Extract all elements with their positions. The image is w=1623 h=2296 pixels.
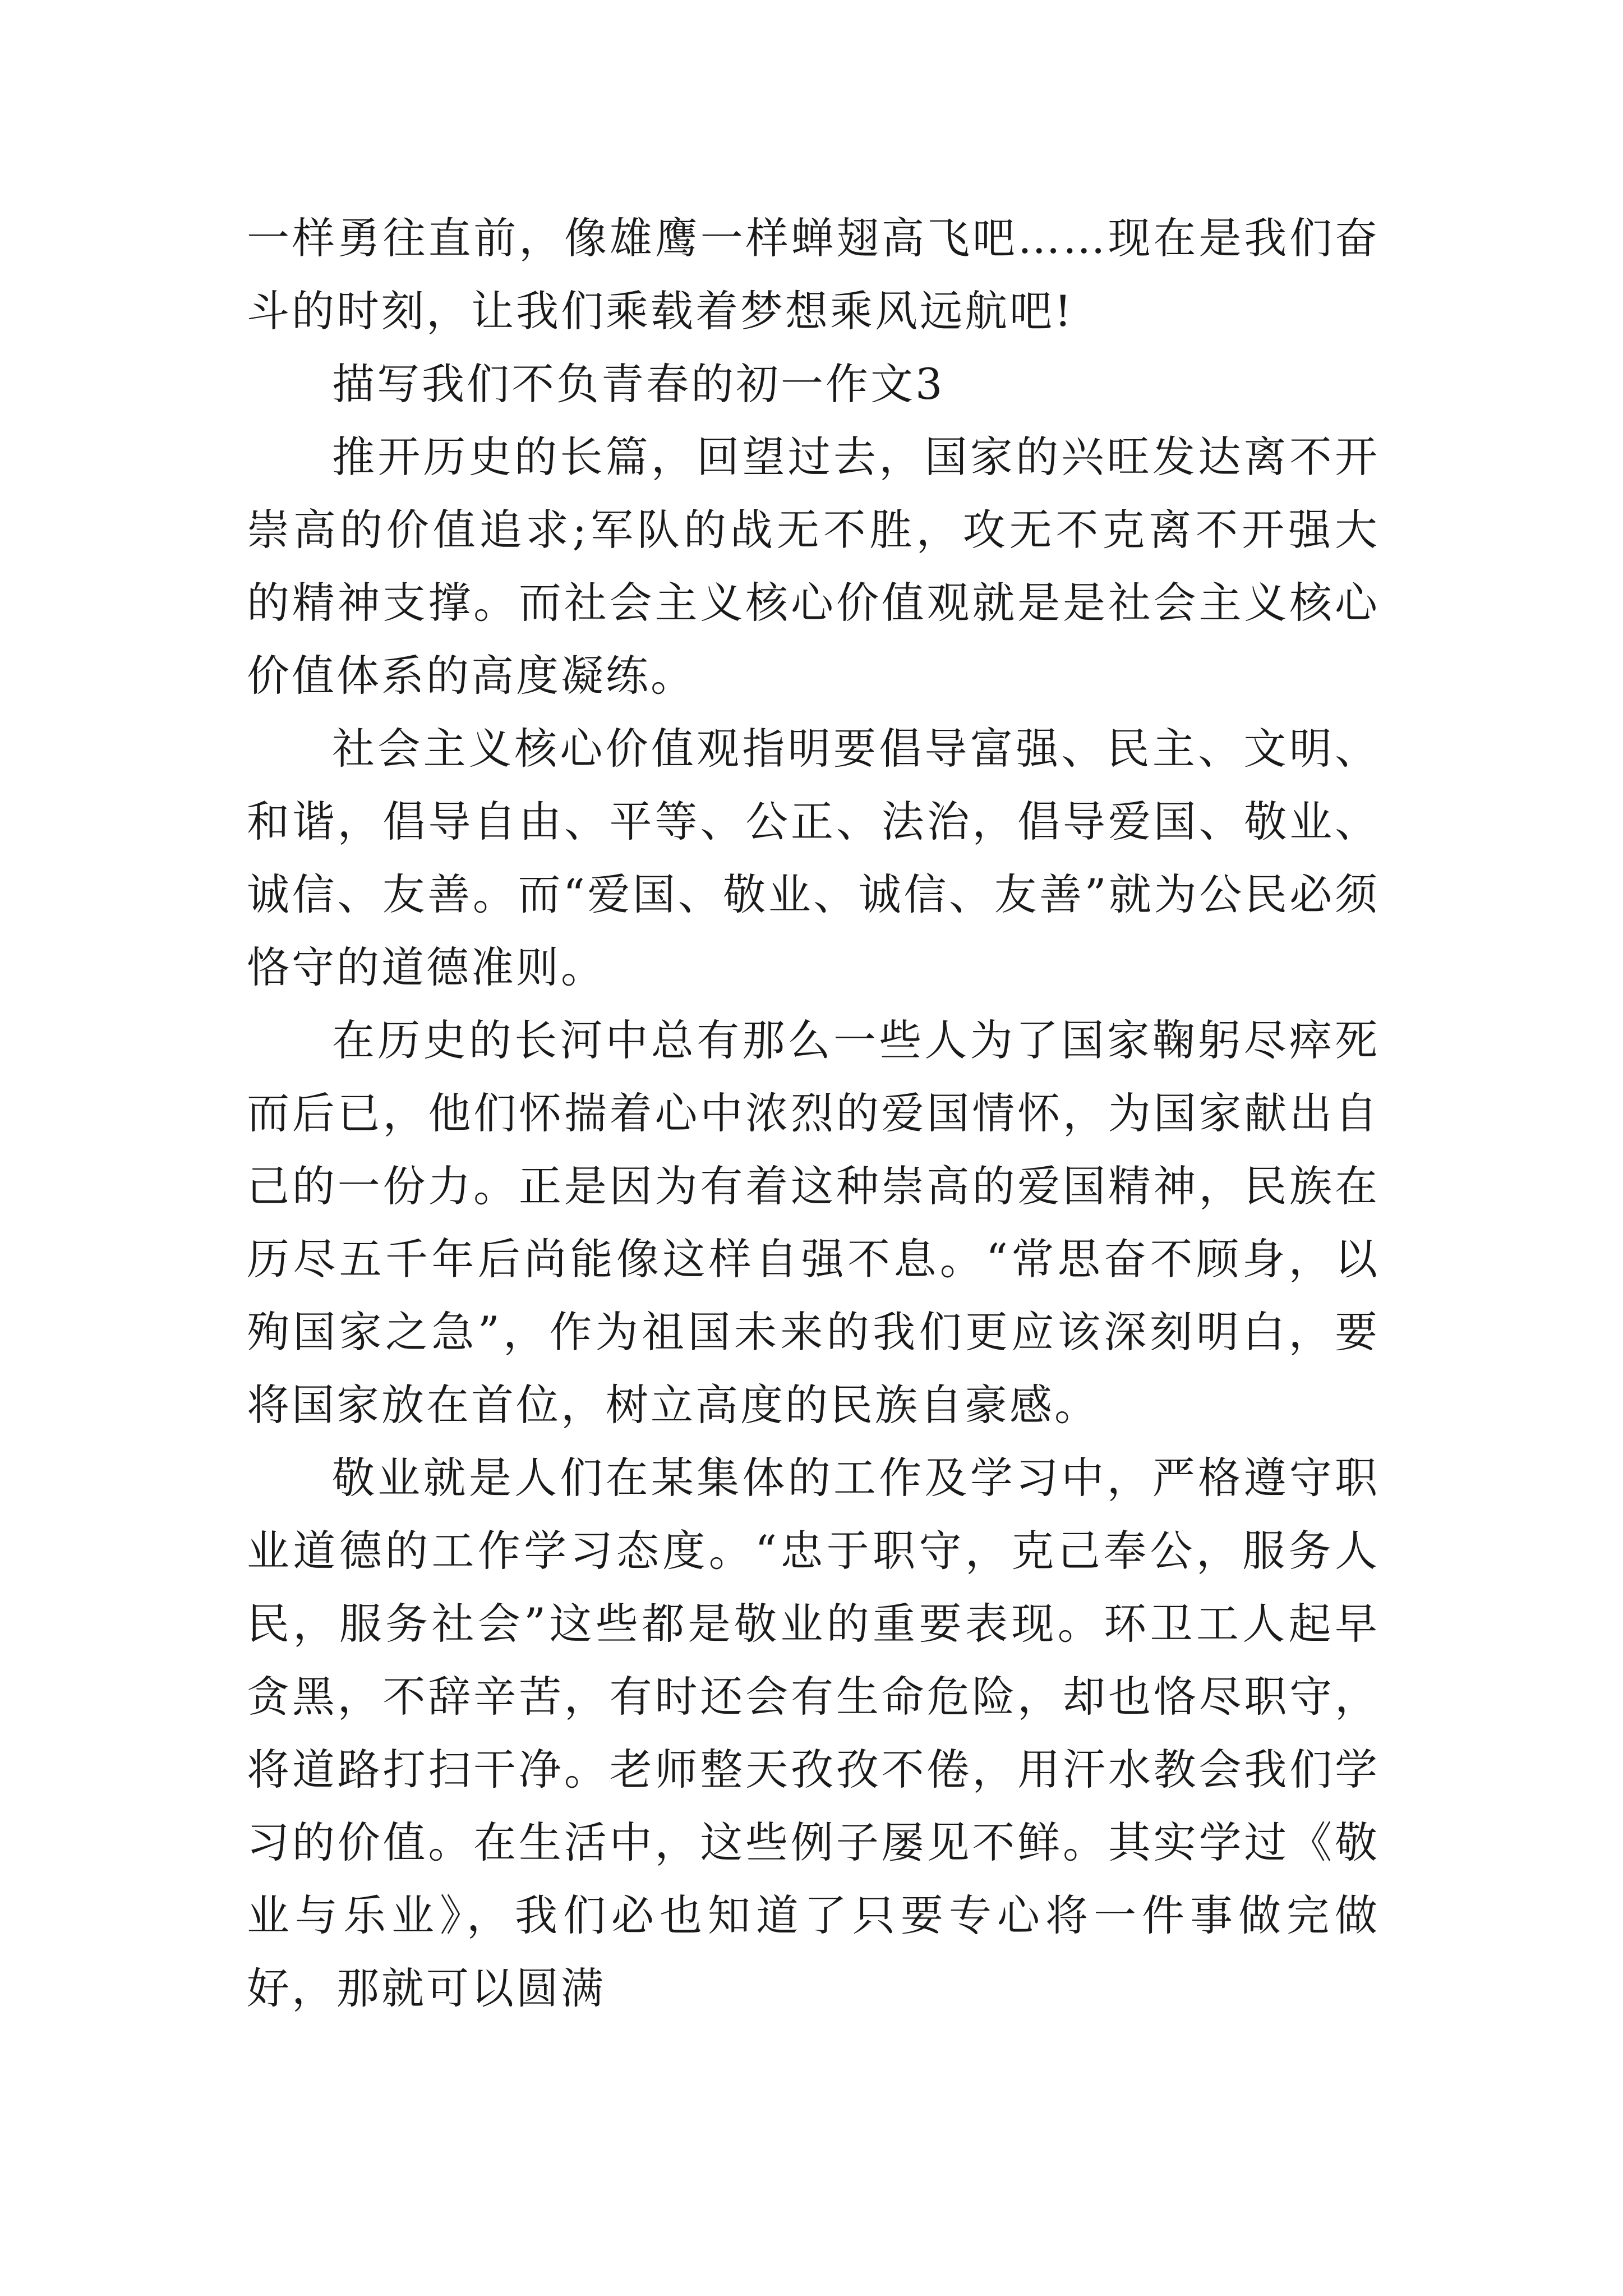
essay-title: 描写我们不负青春的初一作文3: [332, 359, 945, 409]
document-body: [247, 202, 1380, 2025]
paragraph-continuation: 一样勇往直前，像雄鹰一样蝉翅高飞吧……现在是我们奋斗的时刻，让我们乘载着梦想乘风远航吧!: [247, 213, 1380, 336]
paragraph-history: 推开历史的长篇，回望过去，国家的兴旺发达离不开崇高的价值追求;军队的战无不胜，攻无不克离不开强大的精神支撑。而社会主义核心价值观就是是社会主义核心价值体系的高度凝练。: [247, 432, 1380, 701]
paragraph-patriotism: 在历史的长河中总有那么一些人为了国家鞠躬尽瘁死而后已，他们怀揣着心中浓烈的爱国情怀，为国家献出自己的一份力。正是因为有着这种崇高的爱国精神，民族在历尽五千年后尚能像这样自强不息。“常思奋不顾身，以殉国家之急”，作为祖国未来的我们更应该深刻明白，要将国家放在首位，树立高度的民族自豪感。: [247, 1015, 1380, 1430]
paragraph-core-values: 社会主义核心价值观指明要倡导富强、民主、文明、和谐，倡导自由、平等、公正、法治，倡导爱国、敬业、诚信、友善。而“爱国、敬业、诚信、友善”就为公民必须恪守的道德准则。: [247, 724, 1380, 992]
paragraph-dedication: 敬业就是人们在某集体的工作及学习中，严格遵守职业道德的工作学习态度。“忠于职守，克己奉公，服务人民，服务社会”这些都是敬业的重要表现。环卫工人起早贪黑，不辞辛苦，有时还会有生命危险，却也恪尽职守，将道路打扫干净。老师整天孜孜不倦，用汗水教会我们学习的价值。在生活中，这些例子屡见不鲜。其实学过《敬业与乐业》，我们必也知道了只要专心将一件事做完做好，那就可以圆满: [247, 1453, 1380, 2013]
